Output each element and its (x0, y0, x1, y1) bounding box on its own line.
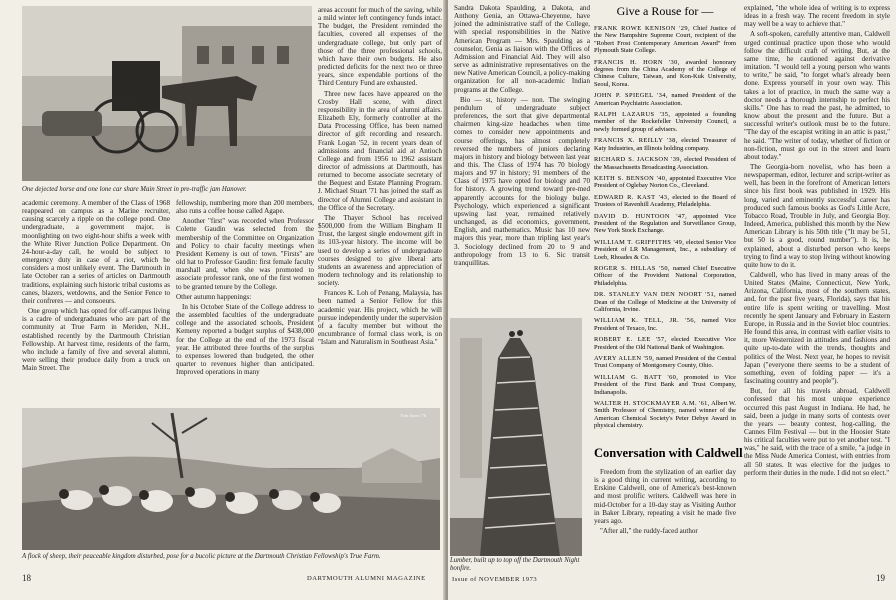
award-text: named Vice President of Texaco, Inc. (594, 317, 736, 332)
award-text: elected Treasurer of Katy Industries, an Illinois holding company. (594, 137, 736, 152)
column-top-right (318, 6, 442, 347)
award-text: awarded honorary degrees from the China Academy of the College of Chinese Culture, Taiwan, and Kon-Kuk University, Seoul, Korea. (594, 58, 736, 88)
page-number-right: 19 (876, 573, 885, 583)
sheep-photo (22, 408, 440, 550)
page-number-left: 18 (22, 573, 31, 583)
award-name: JOHN P. SPIEGEL '34, (594, 92, 668, 100)
bonfire-photo (450, 318, 582, 556)
paragraph: Frances K. Loh of Penang, Malaysia, has been named a Senior Fellow for this academic year. His project, which he will pursue independently under the supervision of a faculty member but without the encumbrance of formal class work, is on "Islam and Naturalism in Southeast Asia." (318, 289, 442, 347)
issue-footer: Issue of NOVEMBER 1973 (452, 576, 538, 583)
paragraph: Three new faces have appeared on the Crosby Hall scene, with direct responsibility in the area of alumni affairs. Elizabeth Ely, formerly controller at the Data Processing Office, has been named director of gift recording and research. Frank Logan '52, in recent years dean of admissions and financial aid at Antioch College and from 1956 to 1962 assistant director of admissions at Dartmouth, has returned to become associate secretary of the Bequest and Estate Planning Program. J. Michael Stuart '71 has joined the staff as director of Alumni College and assistant in the Office of the Secretary. (318, 89, 442, 212)
paragraph: Other autumn happenings: (176, 292, 252, 301)
paragraph: But, for all his travels abroad, Caldwell confessed that his most unique experience occurred this past August in Indiana. He had, he said, been a judge in many sorts of contests over the years — beauty contest, hog-calling, the Cannes Film Festival — but in the Hoosier State his critical faculties were put to yet another test. "I was," he said, with the trace of a smile, "a judge in the Miss Nude America Contest, with entries from all 50 states. It was elective for the judges to perform their duties in the nude. I did not so elect." (744, 387, 890, 477)
award-entry (594, 291, 736, 313)
award-name: FRANCIS X. REILLY '38, (594, 137, 678, 145)
left-page (0, 0, 446, 600)
bonfire-caption: Lumber, built up to top off the Dartmouth Night bonfire. (450, 557, 580, 572)
award-text: elected to the Board of Trustees of Ravenhill Academy, Philadelphia. (594, 193, 736, 209)
award-entry (594, 239, 736, 261)
paragraph: academic ceremony. A member of the Class of 1968 reappeared on campus as a Marine recruiter, causing scarcely a ripple on the college pond. One undergraduate, a government major, is moonlighting on two eight-hour shifts a week with the White River Junction Police Department. On 24-hour-a-day call, he would be subject to emergency duty in case of a riot, which he considers a most unlikely event. The Dartmouth in late October ran a series of articles on Dartmouth traditions, explaining such historic tribal customs as canes, blazers, wetdowns, and the Senior Fence to their confreres — and consoeurs. (22, 199, 170, 305)
award-entry (594, 355, 736, 370)
award-text: appointed a founding member of the Rockefeller University Council, a newly formed group of advisers. (594, 111, 736, 133)
award-name: FRANCIS H. HORN '30, (594, 58, 680, 66)
bottom-photo-caption: A flock of sheep, their peaceable kingdom disturbed, pose for a bucolic picture at the Dartmouth Christian Fellowship's True Farm. (22, 553, 381, 560)
column-mid-right (176, 199, 314, 407)
paragraph: areas account for much of the saving, while a mild winter left contingency funds intact. The budget, the President reminded the faculties, covered all expenses of the undergraduate college, but only part of those of the three professional schools, which have their own budgets. He also predicted deficits for the next two or three years, since expendable portions of the Third Century Fund are exhausted. (318, 6, 442, 88)
award-name: EDWARD R. KAST '43, (594, 193, 670, 201)
award-name: KEITH S. BENSON '40, (594, 174, 668, 182)
award-text: Albert W. Smith Professor of Chemistry, named winner of the American Chemical Society's Peter Debye Award in physical chemistry. (594, 400, 736, 430)
paragraph: In his October State of the College address to the assembled faculties of the undergraduate college and the associated schools, President Kemeny reported a budget surplus of $438,000 for the College at the end of the 1973 fiscal year. He attributed three fourths of the surplus to expenses lowered than budgeted, the other quarter to revenues higher than anticipated. Improved operations in many (176, 302, 314, 377)
paragraph: The Thayer School has received $500,000 from the William Bingham II Trust, the largest single endowment gift in its 103-year history. The income will be used to develop a series of undergraduate courses designed to give liberal arts students an awareness and appreciation of modern technology and its relationship to society. (318, 213, 442, 288)
award-name: DAVID D. HUNTOON '47, (594, 212, 688, 220)
award-entry (594, 25, 736, 55)
award-text: Chief Justice of the New Hampshire Supreme Court, recipient of the "Robert Frost Contemporary American Award" from Plymouth State College. (594, 25, 736, 55)
award-entry (594, 92, 736, 107)
award-name: WALTER H. STOCKMAYER A.M. '61, (594, 400, 710, 408)
award-text: elected Executive Vice President of the Old National Bank of Washington. (594, 336, 737, 351)
award-entry (594, 336, 736, 351)
paragraph: A soft-spoken, carefully attentive man, Caldwell urged continual practice upon those who would follow the difficult craft of writing. But, at the same time, he cautioned against derivative imitation. "I would tell a young person who wants to write," he said, "to forget what's already been done. Express yourself in your own way. This takes a lot of practice, in much the same way a doctor needs a thorough internship to perfect his skills." One has to read the past, he admitted, to know about the present and the future. But a successful writer's outlook must be to the future. "The day of the escapist writing in an attic is past," he said. "The writer of today, whether of fiction or non-fiction, must go out in the street and learn about today." (744, 30, 890, 161)
magazine-footer: DARTMOUTH ALUMNI MAGAZINE (307, 575, 426, 582)
award-text: appointed Vice President of the Regulation and Surveillance Group, New York Stock Exchange. (594, 212, 736, 235)
horse-cart-photo (22, 6, 312, 181)
award-text: elected Senior Vice President of LR Management, Inc., a subsidiary of Loeb, Rhoades & Co. (594, 238, 736, 261)
column-left (454, 4, 590, 314)
award-name: WILLIAM K. TELL, JR. '56, (594, 317, 696, 325)
paragraph: Sandra Dakota Spaulding, a Dakota, and Anthony Genia, an Ottawa-Cheyenne, have joined the administrative staff of the College, with special responsibilities in the Native American Program — Mrs. Spaulding as a counselor, Genia as liaison with the Offices of Admission and Financial Aid. They will also serve as administrative representatives on the new Native American Council, a policy-making organization for all non-academic Indian programs at the College. (454, 4, 590, 94)
sheep-photo-credit: Tom Ames '76 (400, 413, 426, 418)
award-name: AVERY ALLEN '59, (594, 355, 655, 363)
top-photo-caption: One dejected horse and one lone car share Main Street in pre-traffic jam Hanover. (22, 186, 247, 193)
award-name: ROGER S. HILLAS '50, (594, 264, 670, 272)
award-name: ROBERT E. LEE '57, (594, 336, 667, 344)
column-right (744, 4, 890, 570)
paragraph: One group which has opted for off-campus living is a cadre of undergraduates who are part of the community at True Farm in Meriden, N.H., established recently by the Dartmouth Christian Fellowship. At harvest time, residents of the farm, who include a family of five and several alumni, were selling their produce daily from a truck on Main Street. The (22, 307, 170, 373)
award-text: named Dean of the College of Medicine at the University of California, Irvine. (594, 291, 736, 313)
award-text: named President of the Central Trust Company of Montgomery County, Ohio. (594, 355, 736, 370)
awards-list (594, 25, 736, 430)
right-page (448, 0, 896, 600)
paragraph: explained, "the whole idea of writing is to express ideas in a fresh way. The recent freedom in style may well be a way to achieve that." (744, 4, 890, 29)
column-mid-left (22, 199, 170, 407)
paragraph: The Georgia-born novelist, who has been a newspaperman, editor, lecturer and script-writer as well, has been in the forefront of American letters since his first book was published in 1929. His long, varied and eminently successful career has produced such famous books as God's Little Acre, Tobacco Road, Trouble in July, and Georgia Boy. Indeed, America, published this month by the New American Library is his 50th title ("It may be 51, but 50 is a good, round number"). It is, he explained, about a disturbed person who keeps trying to find a way to stop living without knowing quite how to do it. (744, 162, 890, 269)
paragraph: Bio — st, history — non. The swinging pendulum of undergraduate subject preferences, the sort that give departmental chairmen king-size headaches when time comes to consider new appointments and course offerings, has almost completely reversed the numbers of juniors declaring majors in history and biology between last year and this. The Class of 1974 has 70 biology majors and 97 in history; 91 members of the Class of 1975 have opted for biology and 70 for history. A growing trend toward pre-med apparently accounts for the biology bulge. Psychology, which experienced a significant upswing last year, remained relatively unchanged, as did economics, government, English, and mathematics. Music has 10 new majors this year, more than tripling last year's 3. Sociology declined from 20 to 9 and anthropology from 13 to 6. Sic transit tranquillitas. (454, 95, 590, 267)
award-entry (594, 213, 736, 235)
paragraph: "After all," the ruddy-faced author (600, 527, 698, 536)
award-text: named Chief Executive Officer of the Provident National Corporation, Philadelphia. (594, 264, 736, 287)
award-name: RICHARD S. JACKSON '39, (594, 156, 682, 164)
paragraph: Freedom from the stylization of an earlier day is a good thing in current writing, according to Erskine Caldwell, one of America's best-known and most prolific writers. Caldwell was here in mid-October for a 10-day stay as Visiting Author in Baker Library, repeating a visit he made five years ago. (594, 468, 736, 525)
award-name: WILLIAM G. BATT '60, (594, 373, 679, 381)
award-entry (594, 137, 736, 152)
award-entry (594, 374, 736, 396)
section-column (594, 468, 736, 576)
award-text: appointed Executive Vice President of Oglebay Norton Co., Cleveland. (594, 174, 736, 190)
award-entry (594, 317, 736, 332)
awards-heading: Give a Rouse for — (616, 4, 714, 18)
paragraph: fellowship, numbering more than 200 members, also runs a coffee house called Agape. (176, 199, 314, 216)
award-name: DR. STANLEY VAN DEN NOORT '51, (594, 291, 717, 299)
award-name: RALPH LAZARUS '35, (594, 111, 671, 119)
award-entry (594, 175, 736, 190)
award-entry (594, 194, 736, 209)
award-entry (594, 265, 736, 287)
award-text: elected President of the Massachusetts Broadcasting Association. (594, 156, 736, 171)
award-name: FRANK ROWE KENISON '29, (594, 25, 690, 32)
award-entry (594, 59, 736, 89)
award-entry (594, 111, 736, 133)
award-name: WILLIAM T. GRIFFITHS '49, (594, 238, 685, 246)
awards-box (594, 4, 736, 444)
section-title: Conversation with Caldwell (594, 446, 743, 460)
award-text: promoted to Vice President of the First Bank and Trust Company, Indianapolis. (594, 373, 736, 396)
paragraph: Caldwell, who has lived in many areas of the United States (Maine, Connecticut, New York, Arizona, California, most of the southern states, and, for the past five years, Florida), says that his entire life is spent writing or travelling. Most recently he spent January and February in Eastern Europe, in Russia and in the Soviet bloc countries. He found this area, in contrast with earlier visits to it, more Westernized in attitudes and fashions and quite up-to-date with the trends, thoughts and politics of the West. Next year, he hopes to revisit Japan ("everyone there seems to be a student of something, even of folding paper — it's a fascinating country and people"). (744, 271, 890, 386)
paragraph: Another "first" was recorded when Professor Colette Gaudin was selected from the membership of the Committee on Organization and Policy to chair faculty meetings when President Kemeny is out of town. "Firsts" are old hat to Professor Gaudin: first female faculty marshall and, when she was promoted to associate professor rank, one of the first women to be granted tenure by the College. (176, 217, 314, 291)
award-entry (594, 400, 736, 430)
award-text: named President of the American Psychiatric Association. (594, 92, 736, 107)
award-entry (594, 156, 736, 171)
